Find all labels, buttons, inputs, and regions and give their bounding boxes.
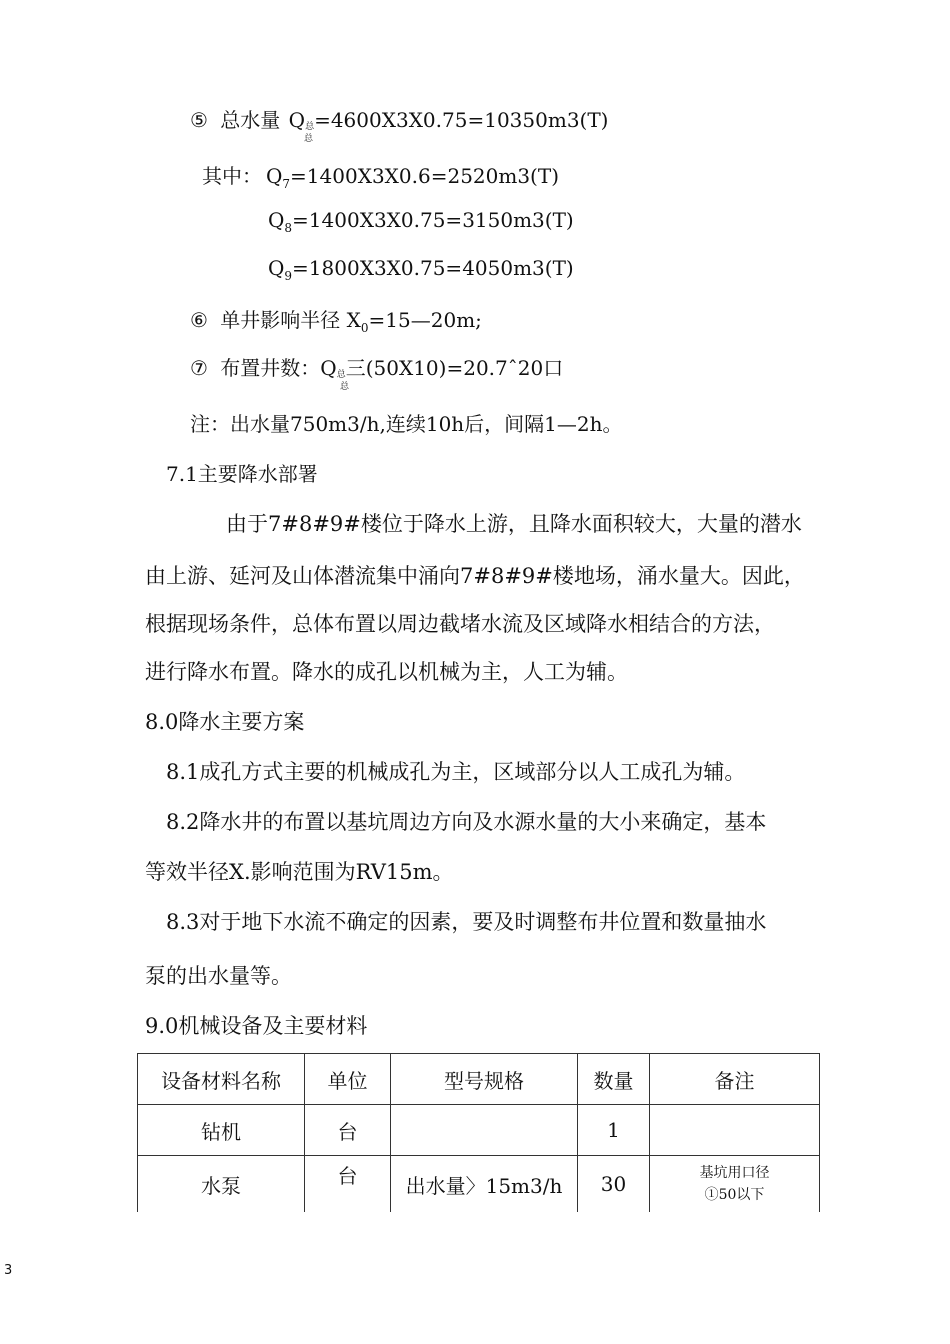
table-header-cell: 数量 — [578, 1054, 650, 1105]
section-8-2-line1: 8.2降水井的布置以基坑周边方向及水源水量的大小来确定，基本 — [166, 810, 767, 834]
table-cell-note — [650, 1156, 820, 1213]
q-subscript: 9 — [284, 269, 293, 283]
table-cell: 钻机 — [138, 1105, 305, 1156]
item-formula: =15—20m; — [368, 308, 482, 332]
item-label: 总水量 — [220, 108, 281, 132]
q-subscript: 总 — [336, 370, 346, 380]
item-formula: =4600X3X0.75=10350m3(T) — [314, 108, 609, 132]
item-label: 布置井数： — [220, 356, 321, 380]
table-cell: 1 — [578, 1105, 650, 1156]
table-cell: 30 — [578, 1156, 650, 1213]
table-header-row — [138, 1054, 820, 1105]
x-symbol: X — [346, 308, 361, 332]
item-6 — [190, 308, 482, 335]
among-label: 其中： — [202, 164, 262, 188]
section-8-0-title: 8.0降水主要方案 — [145, 710, 305, 734]
circled-number: ⑤ — [190, 108, 208, 132]
item-formula: 三(50X10)=20.7ˆ20口 — [345, 356, 564, 380]
table-cell: 出水量〉15m3/h — [391, 1156, 578, 1213]
table-row — [138, 1105, 820, 1156]
note-line: 注：出水量750m3/h,连续10h后，间隔1—2h。 — [190, 412, 623, 436]
section-7-1-para-line: 由于7#8#9#楼位于降水上游，且降水面积较大，大量的潜水 — [226, 512, 802, 536]
item-label: 单井影响半径 — [220, 308, 341, 332]
q-subscript: 8 — [284, 221, 293, 235]
note-line-1: 基坑用口径 — [699, 1165, 770, 1181]
table-header-cell: 型号规格 — [391, 1054, 578, 1105]
table-header-cell: 设备材料名称 — [138, 1054, 305, 1105]
item-7 — [190, 356, 563, 385]
q9-line — [268, 256, 574, 283]
table-cell — [650, 1105, 820, 1156]
section-7-1-para-line: 由上游、延河及山体潜流集中涌向7#8#9#楼地场，涌水量大。因此， — [145, 564, 805, 588]
q8-formula: =1400X3X0.75=3150m3(T) — [292, 208, 574, 232]
x-subscript: 0 — [360, 321, 369, 335]
q-subscript: 7 — [282, 177, 291, 191]
page-number: 3 — [4, 1263, 13, 1278]
item-5 — [190, 108, 608, 137]
q-symbol: Q — [268, 256, 285, 280]
q-subscript-lower: 总 — [304, 134, 314, 144]
section-8-3-line2: 泵的出水量等。 — [145, 964, 292, 988]
table-cell: 台 — [305, 1105, 391, 1156]
circled-number: ⑥ — [190, 308, 208, 332]
equipment-table — [137, 1053, 820, 1212]
q-symbol: Q — [266, 164, 283, 188]
among-q7 — [202, 164, 559, 191]
circled-number: ⑦ — [190, 356, 208, 380]
section-7-1-title: 7.1主要降水部署 — [166, 462, 318, 486]
table-cell: 台 — [305, 1156, 391, 1213]
note-line-2: ①50以下 — [704, 1187, 765, 1203]
table-header-cell: 备注 — [650, 1054, 820, 1105]
section-8-3-line1: 8.3对于地下水流不确定的因素，要及时调整布井位置和数量抽水 — [166, 910, 767, 934]
section-7-1-para-line: 根据现场条件，总体布置以周边截堵水流及区域降水相结合的方法， — [145, 612, 775, 636]
q7-formula: =1400X3X0.6=2520m3(T) — [290, 164, 560, 188]
q9-formula: =1800X3X0.75=4050m3(T) — [292, 256, 574, 280]
q-symbol: Q — [288, 108, 306, 132]
q-subscript-lower: 总 — [340, 382, 350, 392]
table-row — [138, 1156, 820, 1213]
table-cell — [391, 1105, 578, 1156]
q8-line — [268, 208, 574, 235]
section-9-0-title: 9.0机械设备及主要材料 — [145, 1014, 368, 1038]
section-7-1-para-line: 进行降水布置。降水的成孔以机械为主，人工为辅。 — [145, 660, 628, 684]
q-symbol: Q — [320, 356, 337, 380]
table-header-cell: 单位 — [305, 1054, 391, 1105]
q-subscript: 总 — [305, 122, 315, 132]
q-symbol: Q — [268, 208, 285, 232]
section-8-1: 8.1成孔方式主要的机械成孔为主，区域部分以人工成孔为辅。 — [166, 760, 746, 784]
section-8-2-line2: 等效半径X.影响范围为RV15m。 — [145, 860, 454, 884]
table-cell: 水泵 — [138, 1156, 305, 1213]
